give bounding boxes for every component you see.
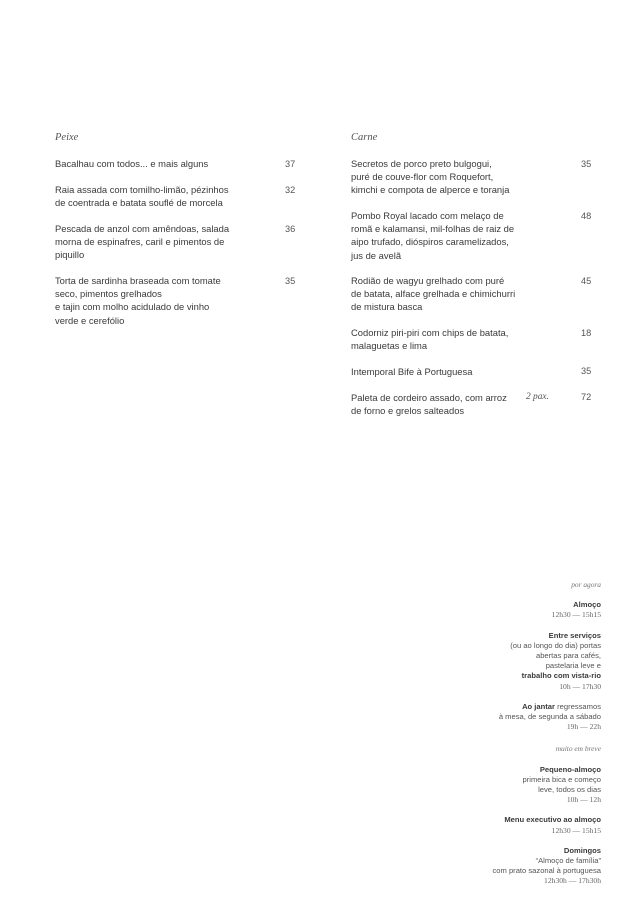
dish-price: 35 <box>581 159 592 169</box>
jantar-line1 <box>493 702 602 712</box>
dish-pax: 2 pax. <box>526 392 549 402</box>
menu-executivo-title: Menu executivo ao almoço <box>504 815 601 825</box>
dish-price: 36 <box>285 224 296 234</box>
entre-servicos-line2: abertas para cafés, <box>535 651 601 661</box>
almoco-hours: 12h30 — 15h15 <box>551 610 601 620</box>
dish-peixe-3 <box>55 222 285 262</box>
pequeno-almoco-line2: leve, todos os dias <box>538 785 601 795</box>
dish-price: 35 <box>285 276 296 286</box>
pequeno-almoco-line1: primeira bica e começo <box>522 774 601 784</box>
dish-name: Intemporal Bife à Portuguesa <box>351 366 473 377</box>
jantar-line2: à mesa, de segunda a sábado <box>498 712 601 722</box>
dish-name: Rodião de wagyu grelhado com puré de batata, alface grelhada e chimichurri de mistura basca <box>351 275 516 313</box>
almoco-title: Almoço <box>573 600 601 610</box>
dish-name: Pescada de anzol com amêndoas, salada morna de espinafres, caril e pimentos de piquillo <box>55 223 230 261</box>
dish-carne-6 <box>351 391 531 417</box>
hours-info <box>493 580 602 887</box>
muito-em-breve-label: muito em breve <box>555 744 601 754</box>
pequeno-almoco-title: Pequeno-almoço <box>539 764 601 774</box>
jantar-rest: regressamos <box>554 701 601 711</box>
pequeno-almoco-hours: 10h — 12h <box>566 795 601 805</box>
dish-name: Codorniz piri-piri com chips de batata, malaguetas e lima <box>351 327 509 352</box>
entre-servicos-line1: (ou ao longo do dia) portas <box>510 640 601 650</box>
entre-servicos-bold: trabalho com vista-rio <box>521 671 601 681</box>
dish-name: Pombo Royal lacado com melaço de romã e kalamansi, mil-folhas de raiz de aipo trufado, dióspiros caramelizados, jus de avelã <box>351 210 515 261</box>
dish-name: Paleta de cordeiro assado, com arroz de forno e grelos salteados <box>351 392 507 417</box>
entre-servicos-line3: pastelaria leve e <box>545 661 601 671</box>
dish-price: 37 <box>285 159 296 169</box>
dish-carne-1 <box>351 157 571 197</box>
domingos-line2: com prato sazonal à portuguesa <box>492 866 601 876</box>
dish-name: Torta de sardinha braseada com tomate seco, pimentos grelhados e tajin com molho acidulado de vinho verde e cerefólio <box>55 275 221 326</box>
dish-price: 72 <box>581 392 592 402</box>
dish-carne-4 <box>351 326 571 352</box>
jantar-hours: 19h — 22h <box>566 722 601 732</box>
dish-name: Raia assada com tomilho-limão, pézinhos de coentrada e batata souflé de morcela <box>55 184 229 209</box>
dish-price: 32 <box>285 185 296 195</box>
entre-servicos-title: Entre serviços <box>548 630 601 640</box>
domingos-title: Domingos <box>563 845 601 855</box>
dish-peixe-2 <box>55 183 285 209</box>
dish-price: 18 <box>581 328 592 338</box>
menu-executivo-hours: 12h30 — 15h15 <box>551 825 601 835</box>
dish-carne-3 <box>351 274 571 314</box>
dish-price: 48 <box>581 211 592 221</box>
dish-peixe-4 <box>55 274 285 327</box>
dish-name: Bacalhau com todos... e mais alguns <box>55 158 209 169</box>
por-agora-label: por agora <box>571 580 601 589</box>
dish-carne-2 <box>351 209 571 262</box>
dish-peixe-1 <box>55 157 285 170</box>
domingos-hours: 12h30h — 17h30h <box>544 876 601 886</box>
section-title-peixe: Peixe <box>55 132 79 143</box>
dish-price: 35 <box>581 366 592 376</box>
entre-servicos-hours: 10h — 17h30 <box>559 681 601 691</box>
domingos-line1: “Almoço de família” <box>535 856 601 866</box>
dish-carne-5 <box>351 365 571 378</box>
section-title-carne: Carne <box>351 132 378 143</box>
dish-name: Secretos de porco preto bulgogui, puré de couve-flor com Roquefort, kimchi e compota de alperce e toranja <box>351 158 510 196</box>
dish-price: 45 <box>581 276 592 286</box>
jantar-bold: Ao jantar <box>522 701 555 711</box>
